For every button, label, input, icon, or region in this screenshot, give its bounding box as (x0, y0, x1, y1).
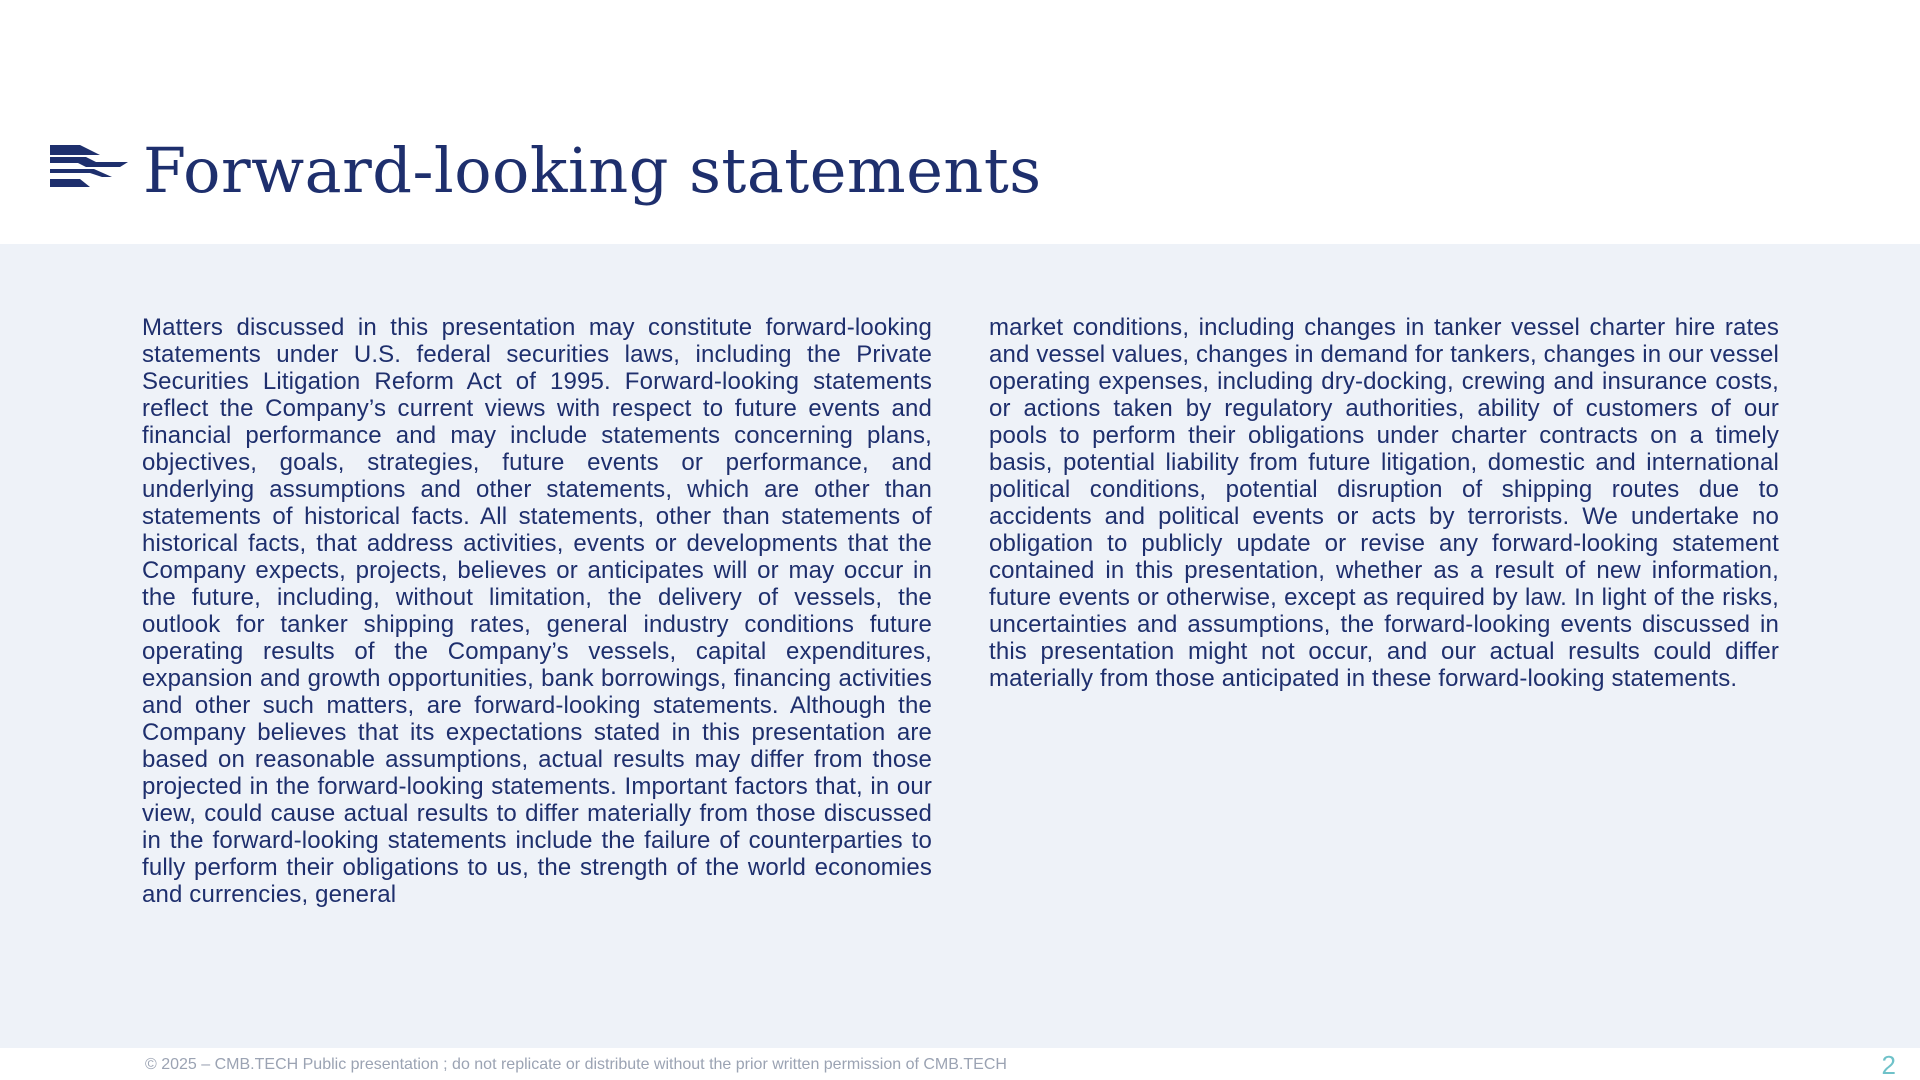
slide-header (0, 0, 1920, 244)
disclaimer-text-right-column: market conditions, including changes in tanker vessel charter hire rates and vessel values, changes in demand for tankers, changes in our vessel operating expenses, including dry-docking, crewing and insurance costs, or actions taken by regulatory authorities, ability of customers of our pools to perform their obligations under charter contracts on a timely basis, potential liability from future litigation, domestic and international political conditions, potential disruption of shipping routes due to accidents and political events or acts by terrorists. We undertake no obligation to publicly update or revise any forward-looking statement contained in this presentation, whether as a result of new information, future events or otherwise, except as required by law. In light of the risks, uncertainties and assumptions, the forward-looking events discussed in this presentation might not occur, and our actual results could differ materially from those anticipated in these forward-looking statements. (989, 314, 1779, 692)
copyright-notice: © 2025 – CMB.TECH Public presentation ; do not replicate or distribute without the prior written permission of CMB.TECH (145, 1056, 1007, 1073)
page-title: Forward-looking statements (143, 134, 1042, 207)
cmb-tech-wave-logo-icon (50, 143, 128, 188)
disclaimer-text-left-column: Matters discussed in this presentation may constitute forward-looking statements under U.S. federal securities laws, including the Private Securities Litigation Reform Act of 1995. Forward-looking statements reflect the Company’s current views with respect to future events and financial performance and may include statements concerning plans, objectives, goals, strategies, future events or performance, and underlying assumptions and other statements, which are other than statements of historical facts. All statements, other than statements of historical facts, that address activities, events or developments that the Company expects, projects, believes or anticipates will or may occur in the future, including, without limitation, the delivery of vessels, the outlook for tanker shipping rates, general industry conditions future operating results of the Company’s vessels, capital expenditures, expansion and growth opportunities, bank borrowings, financing activities and other such matters, are forward-looking statements. Although the Company believes that its expectations stated in this presentation are based on reasonable assumptions, actual results may differ from those projected in the forward-looking statements. Important factors that, in our view, could cause actual results to differ materially from those discussed in the forward-looking statements include the failure of counterparties to fully perform their obligations to us, the strength of the world economies and currencies, general (142, 314, 932, 908)
page-number: 2 (1881, 1050, 1896, 1080)
content-panel (0, 244, 1920, 1048)
slide-footer (0, 1048, 1920, 1080)
